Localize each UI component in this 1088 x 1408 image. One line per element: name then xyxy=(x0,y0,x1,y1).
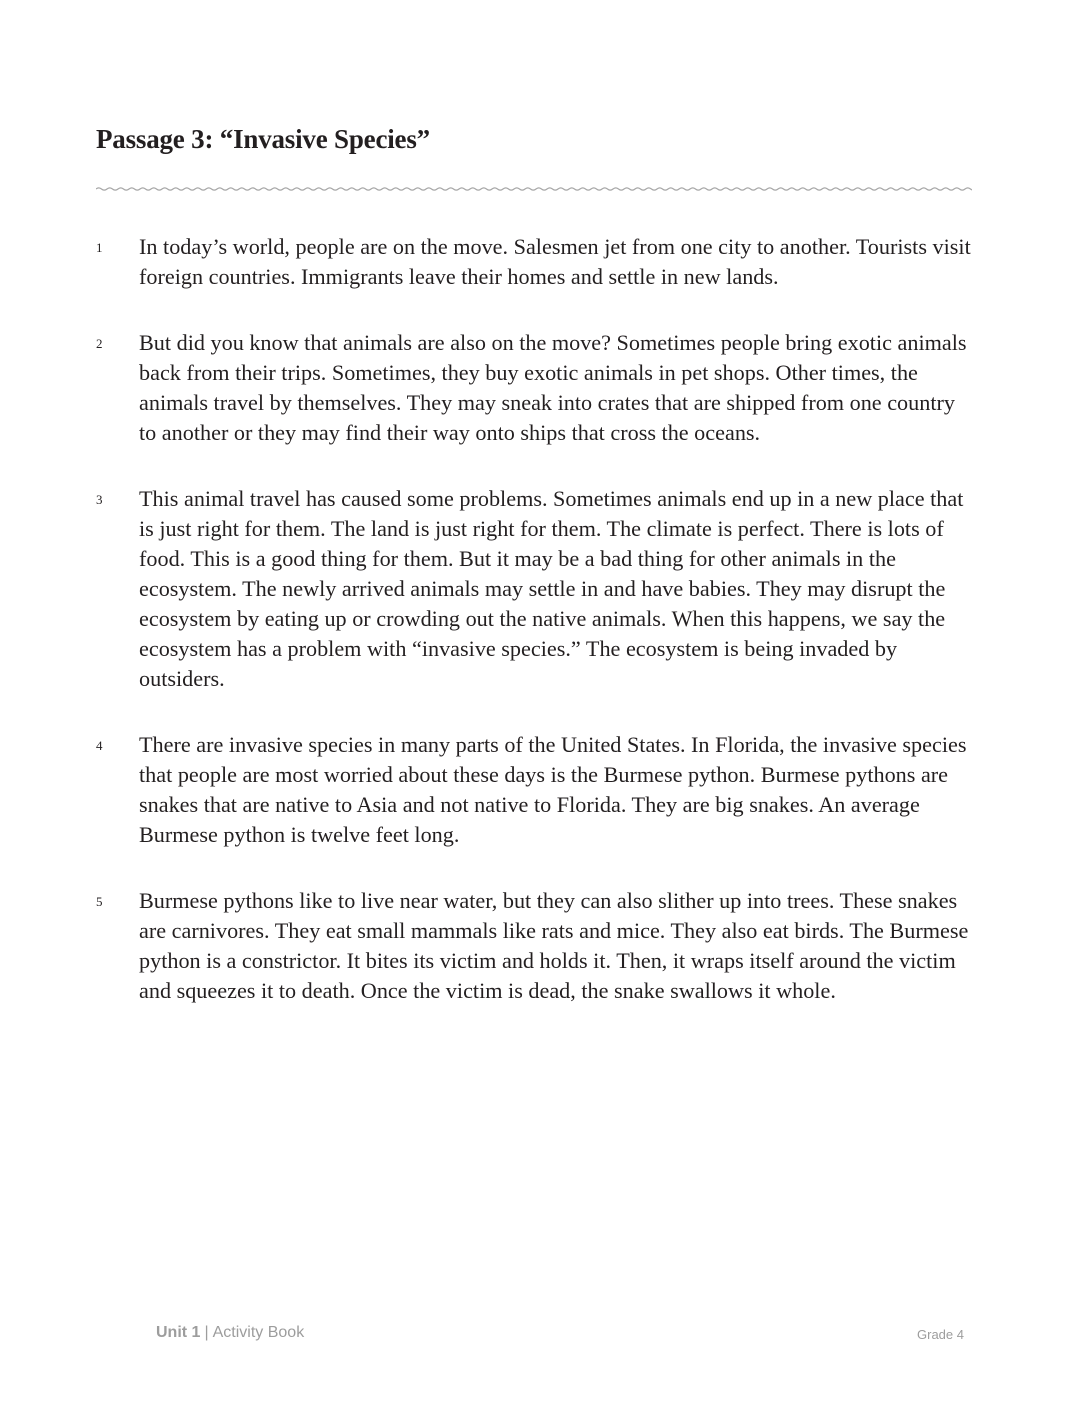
paragraph-number: 5 xyxy=(96,894,103,909)
footer-grade: Grade 4 xyxy=(917,1327,964,1342)
paragraph-text: Burmese pythons like to live near water, but they can also slither up into trees. These snakes are carnivores. They eat small mammals like rats and mice. They also eat birds. The Burmese python is a constrictor. It bites its victim and holds it. Then, it wraps itself around the victim and squeezes it to death. Once the victim is dead, the snake swallows it whole. xyxy=(139,888,969,1003)
paragraph-5 xyxy=(0,886,975,1006)
paragraph-text: But did you know that animals are also on the move? Sometimes people bring exotic animals back from their trips. Sometimes, they buy exotic animals in pet shops. Other times, the animals travel by themselves. They may sneak into crates that are shipped from one country to another or they may find their way onto ships that cross the oceans. xyxy=(139,330,967,445)
footer-unit: Unit 1 xyxy=(156,1324,201,1341)
paragraph-3 xyxy=(0,484,975,694)
footer-unit-label xyxy=(156,1324,304,1342)
paragraph-text: This animal travel has caused some problems. Sometimes animals end up in a new place that is just right for them. The land is just right for them. The climate is perfect. There is lots of food. This is a good thing for them. But it may be a bad thing for other animals in the ecosystem. The newly arrived animals may settle in and have babies. They may disrupt the ecosystem by eating up or crowding out the native animals. When this happens, we say the ecosystem has a problem with “invasive species.” The ecosystem is being invaded by outsiders. xyxy=(139,486,964,691)
paragraph-number: 2 xyxy=(96,336,103,351)
paragraph-2 xyxy=(0,328,975,448)
paragraph-1 xyxy=(0,232,975,292)
paragraph-number: 4 xyxy=(96,738,103,753)
wavy-divider xyxy=(96,183,972,195)
footer-separator: | xyxy=(204,1324,209,1341)
paragraph-number: 1 xyxy=(96,240,103,255)
passage-body xyxy=(0,232,1088,1042)
page-title: Passage 3: “Invasive Species” xyxy=(96,124,430,154)
paragraph-4 xyxy=(0,730,975,850)
footer-book: Activity Book xyxy=(212,1324,305,1341)
paragraph-number: 3 xyxy=(96,492,103,507)
paragraph-text: In today’s world, people are on the move. Salesmen jet from one city to another. Tourists visit foreign countries. Immigrants leave their homes and settle in new lands. xyxy=(139,234,971,289)
paragraph-text: There are invasive species in many parts of the United States. In Florida, the invasive species that people are most worried about these days is the Burmese python. Burmese pythons are snakes that are native to Asia and not native to Florida. They are big snakes. An average Burmese python is twelve feet long. xyxy=(139,732,967,847)
